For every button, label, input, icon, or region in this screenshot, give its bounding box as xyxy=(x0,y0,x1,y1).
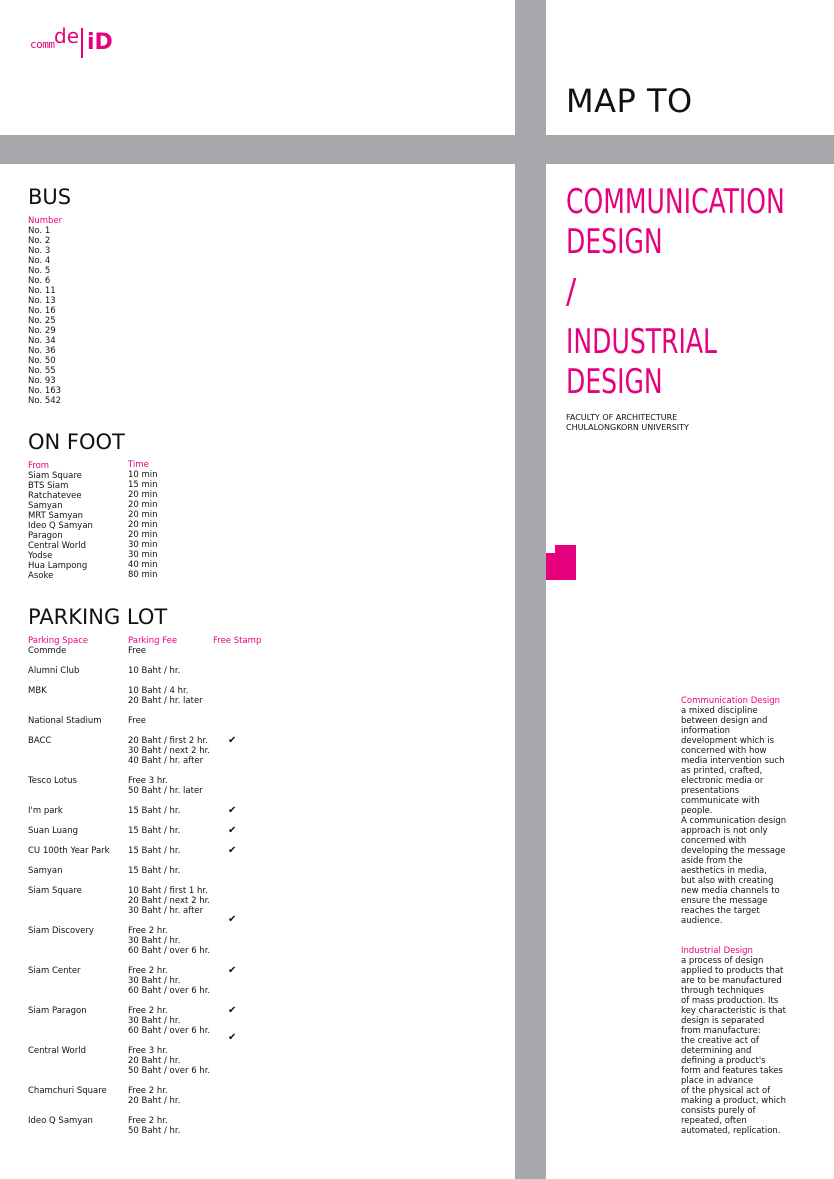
description-line: between design and xyxy=(681,716,768,726)
parking-fee-line: Free 2 hr. xyxy=(128,1116,168,1126)
parking-fee-line: 20 Baht / hr. xyxy=(128,1056,181,1066)
description-line: concerned with how xyxy=(681,746,767,756)
free-stamp-check-icon: ✔ xyxy=(228,914,237,925)
on-foot-from-cell: MRT Samyan xyxy=(28,511,84,521)
on-foot-from-cell: Siam Square xyxy=(28,471,82,481)
on-foot-from-label: From xyxy=(28,461,50,471)
on-foot-time-cell: 30 min xyxy=(128,550,158,560)
description-line: form and features takes xyxy=(681,1066,783,1076)
bus-number-item: No. 25 xyxy=(28,316,56,326)
parking-space-cell: CU 100th Year Park xyxy=(28,846,110,856)
faculty-line: FACULTY OF ARCHITECTURE xyxy=(566,413,678,422)
map-to-heading: MAP TO xyxy=(566,82,693,120)
program-title-line: COMMUNICATION xyxy=(566,182,785,222)
description-line: consists purely of xyxy=(681,1106,756,1116)
commde-id-logo xyxy=(30,24,113,62)
horizontal-gray-bar xyxy=(0,135,834,164)
bus-number-item: No. 3 xyxy=(28,246,51,256)
bus-number-item: No. 34 xyxy=(28,336,56,346)
parking-space-cell: Chamchuri Square xyxy=(28,1086,107,1096)
bus-number-item: No. 6 xyxy=(28,276,51,286)
parking-fee-line: 10 Baht / hr. xyxy=(128,666,181,676)
parking-fee-line: 20 Baht / hr. xyxy=(128,1096,181,1106)
on-foot-time-cell: 30 min xyxy=(128,540,158,550)
free-stamp-check-icon: ✔ xyxy=(228,1032,237,1043)
bus-number-item: No. 93 xyxy=(28,376,56,386)
on-foot-time-cell: 15 min xyxy=(128,480,158,490)
parking-space-cell: Central World xyxy=(28,1046,87,1056)
on-foot-time-label: Time xyxy=(128,460,149,470)
parking-fee-line: Free 3 hr. xyxy=(128,776,168,786)
on-foot-time-cell: 20 min xyxy=(128,520,158,530)
bus-number-item: No. 50 xyxy=(28,356,56,366)
description-line: development which is xyxy=(681,736,775,746)
description-line: a process of design xyxy=(681,956,764,966)
description-line: design is separated xyxy=(681,1016,765,1026)
description-line: electronic media or xyxy=(681,776,764,786)
on-foot-from-cell: Yodse xyxy=(28,551,53,561)
description-line: are to be manufactured xyxy=(681,976,782,986)
description-line: place in advance xyxy=(681,1076,754,1086)
free-stamp-label: Free Stamp xyxy=(213,636,262,646)
parking-fee-line: 50 Baht / hr. xyxy=(128,1126,181,1136)
description-line: aesthetics in media, xyxy=(681,866,767,876)
description-line: repeated, often xyxy=(681,1116,747,1126)
description-line: the creative act of xyxy=(681,1036,759,1046)
description-line: key characteristic is that xyxy=(681,1006,786,1016)
description-line: aside from the xyxy=(681,856,743,866)
parking-space-cell: Commde xyxy=(28,646,67,656)
on-foot-from-cell: Samyan xyxy=(28,501,63,511)
logo-separator xyxy=(81,28,83,58)
free-stamp-check-icon: ✔ xyxy=(228,965,237,976)
bus-number-item: No. 2 xyxy=(28,236,51,246)
description-line: communicate with xyxy=(681,796,760,806)
program-title xyxy=(566,182,826,402)
description-line: audience. xyxy=(681,916,723,926)
on-foot-from-cell: Hua Lampong xyxy=(28,561,88,571)
parking-space-cell: Siam Center xyxy=(28,966,81,976)
bus-list xyxy=(28,216,62,406)
on-foot-heading: ON FOOT xyxy=(28,430,125,454)
free-stamp-check-icon: ✔ xyxy=(228,845,237,856)
description-line: reaches the target xyxy=(681,906,760,916)
on-foot-from-cell: Ideo Q Samyan xyxy=(28,521,93,531)
parking-fee-line: 20 Baht / first 2 hr. xyxy=(128,736,208,746)
bus-number-item: No. 4 xyxy=(28,256,51,266)
parking-space-cell: Siam Square xyxy=(28,886,82,896)
description-line: new media channels to xyxy=(681,886,780,896)
on-foot-from-cell: BTS Siam xyxy=(28,481,69,491)
bus-number-item: No. 55 xyxy=(28,366,56,376)
parking-fee-line: 60 Baht / over 6 hr. xyxy=(128,1026,211,1036)
parking-space-cell: MBK xyxy=(28,686,47,696)
description-line: through techniques xyxy=(681,986,764,996)
description-line: information xyxy=(681,726,731,736)
parking-fee-line: 20 Baht / next 2 hr. xyxy=(128,896,210,906)
on-foot-time-cell: 40 min xyxy=(128,560,158,570)
description-line: of the physical act of xyxy=(681,1086,771,1096)
description-line: approach is not only xyxy=(681,826,768,836)
logo-id-text: iD xyxy=(87,30,113,55)
parking-fee-line: 50 Baht / hr. later xyxy=(128,786,203,796)
description-line: a mixed discipline xyxy=(681,706,758,716)
free-stamp-check-icon: ✔ xyxy=(228,735,237,746)
vertical-gray-bar xyxy=(515,0,546,1179)
parking-fee-line: 15 Baht / hr. xyxy=(128,866,181,876)
description-line: A communication design xyxy=(681,816,787,826)
parking-fee-line: Free xyxy=(128,716,147,726)
parking-fee-line: 30 Baht / hr. xyxy=(128,976,181,986)
bus-number-item: No. 5 xyxy=(28,266,51,276)
parking-fee-line: 60 Baht / over 6 hr. xyxy=(128,946,211,956)
description-line: people. xyxy=(681,806,713,816)
on-foot-from-cell: Paragon xyxy=(28,531,63,541)
parking-fee-line: 15 Baht / hr. xyxy=(128,826,181,836)
description-line: automated, replication. xyxy=(681,1126,781,1136)
bus-number-label: Number xyxy=(28,216,63,226)
parking-fee-line: 50 Baht / over 6 hr. xyxy=(128,1066,211,1076)
bus-number-item: No. 29 xyxy=(28,326,56,336)
faculty-text xyxy=(566,413,689,433)
parking-space-cell: Samyan xyxy=(28,866,63,876)
parking-fee-line: Free 3 hr. xyxy=(128,1046,168,1056)
parking-fee-line: 30 Baht / next 2 hr. xyxy=(128,746,210,756)
description-line: as printed, crafted, xyxy=(681,766,763,776)
parking-space-cell: National Stadium xyxy=(28,716,102,726)
parking-space-cell: Siam Discovery xyxy=(28,926,94,936)
bus-number-item: No. 36 xyxy=(28,346,56,356)
parking-space-cell: I'm park xyxy=(28,806,63,816)
parking-fee-line: 30 Baht / hr. xyxy=(128,1016,181,1026)
parking-fee-line: 30 Baht / hr. xyxy=(128,936,181,946)
parking-fee-label: Parking Fee xyxy=(128,636,178,646)
free-stamp-check-icon: ✔ xyxy=(228,805,237,816)
on-foot-time-cell: 80 min xyxy=(128,570,158,580)
description-line: presentations xyxy=(681,786,740,796)
program-title-line: / xyxy=(566,272,577,312)
parking-heading: PARKING LOT xyxy=(28,605,168,629)
on-foot-from-cell: Asoke xyxy=(28,571,54,581)
description-line: of mass production. Its xyxy=(681,996,779,1006)
on-foot-from-cell: Ratchatevee xyxy=(28,491,82,501)
description-line: applied to products that xyxy=(681,966,784,976)
parking-fee-line: 20 Baht / hr. later xyxy=(128,696,203,706)
on-foot-time-cell: 20 min xyxy=(128,510,158,520)
description-line: defining a product's xyxy=(681,1056,766,1066)
description-line: from manufacture: xyxy=(681,1026,761,1036)
description-line: concerned with xyxy=(681,836,747,846)
bus-number-item: No. 16 xyxy=(28,306,56,316)
parking-fee-line: Free 2 hr. xyxy=(128,1006,168,1016)
parking-space-label: Parking Space xyxy=(28,636,89,646)
parking-fee-line: Free 2 hr. xyxy=(128,926,168,936)
pink-corner-mark xyxy=(546,545,576,580)
parking-space-cell: Siam Paragon xyxy=(28,1006,87,1016)
program-title-line: DESIGN xyxy=(566,362,663,402)
description-line: but also with creating xyxy=(681,876,774,886)
bus-heading: BUS xyxy=(28,185,72,209)
bus-number-item: No. 11 xyxy=(28,286,56,296)
bus-number-item: No. 13 xyxy=(28,296,56,306)
parking-space-cell: Alumni Club xyxy=(28,666,80,676)
parking-fee-line: 40 Baht / hr. after xyxy=(128,756,204,766)
parking-space-cell: Suan Luang xyxy=(28,826,79,836)
free-stamp-check-icon: ✔ xyxy=(228,1005,237,1016)
communication-design-title: Communication Design xyxy=(681,696,781,706)
program-title-line: DESIGN xyxy=(566,222,663,262)
on-foot-time-cell: 10 min xyxy=(128,470,158,480)
on-foot-time-cell: 20 min xyxy=(128,530,158,540)
parking-fee-line: 10 Baht / first 1 hr. xyxy=(128,886,208,896)
description-line: determining and xyxy=(681,1046,752,1056)
description-line: developing the message xyxy=(681,846,786,856)
industrial-design-title: Industrial Design xyxy=(681,946,753,956)
parking-fee-line: 30 Baht / hr. after xyxy=(128,906,204,916)
on-foot-time-cell: 20 min xyxy=(128,500,158,510)
parking-fee-line: 10 Baht / 4 hr. xyxy=(128,686,189,696)
industrial-design-description xyxy=(681,946,791,1136)
on-foot-time-cell: 20 min xyxy=(128,490,158,500)
free-stamp-check-icon: ✔ xyxy=(228,825,237,836)
description-line: ensure the message xyxy=(681,896,768,906)
logo-comm-text: comm xyxy=(30,38,55,51)
bus-number-item: No. 1 xyxy=(28,226,51,236)
description-line: making a product, which xyxy=(681,1096,787,1106)
bus-number-item: No. 542 xyxy=(28,396,62,406)
logo-de-text: de xyxy=(54,24,79,48)
description-line: media intervention such xyxy=(681,756,785,766)
parking-fee-line: Free 2 hr. xyxy=(128,966,168,976)
program-title-line: INDUSTRIAL xyxy=(566,322,718,362)
parking-space-cell: Ideo Q Samyan xyxy=(28,1116,93,1126)
communication-design-description xyxy=(681,696,791,926)
parking-fee-line: Free 2 hr. xyxy=(128,1086,168,1096)
parking-space-cell: Tesco Lotus xyxy=(28,776,77,786)
parking-fee-line: 60 Baht / over 6 hr. xyxy=(128,986,211,996)
on-foot-from-cell: Central World xyxy=(28,541,87,551)
parking-fee-line: Free xyxy=(128,646,147,656)
bus-number-item: No. 163 xyxy=(28,386,62,396)
faculty-line: CHULALONGKORN UNIVERSITY xyxy=(566,423,689,432)
parking-fee-line: 15 Baht / hr. xyxy=(128,806,181,816)
parking-space-cell: BACC xyxy=(28,736,52,746)
parking-fee-line: 15 Baht / hr. xyxy=(128,846,181,856)
